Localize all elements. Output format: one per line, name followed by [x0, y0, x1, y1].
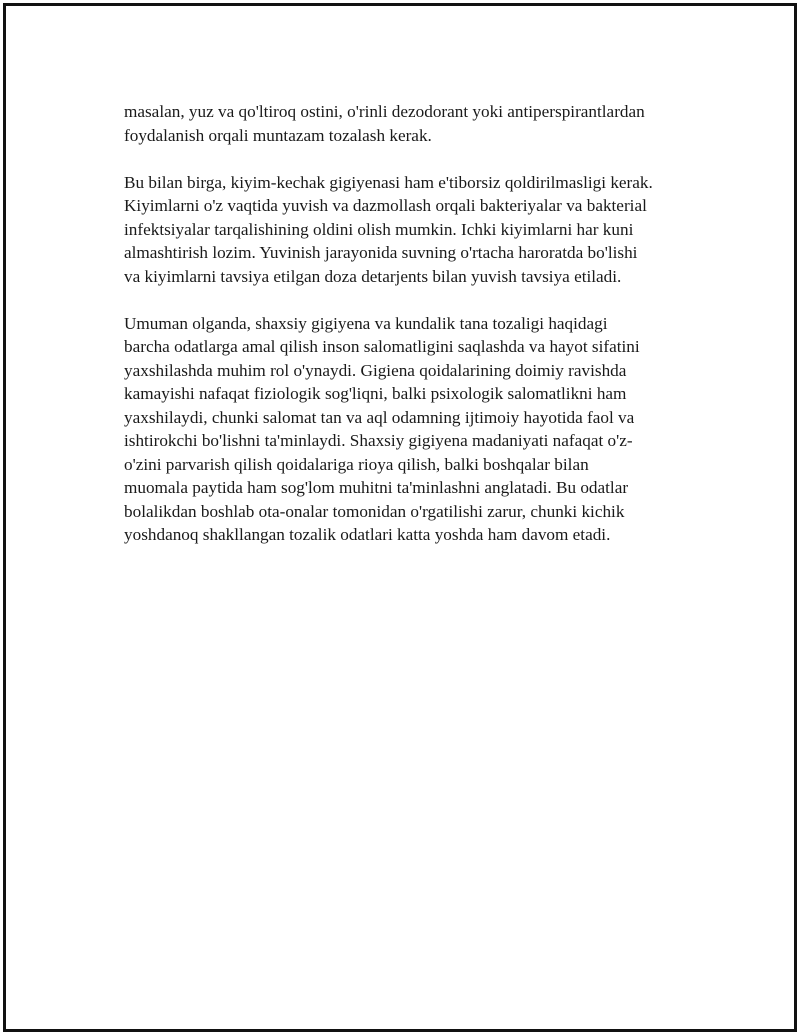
paragraph-3: Umuman olganda, shaxsiy gigiyena va kundalik tana tozaligi haqidagi barcha odatlarga amal qilish inson salomatligini saqlashda va hayot sifatini yaxshilashda muhim rol o'ynaydi. Gigiena qoidalarining doimiy ravishda kamayishi nafaqat fiziologik sog'liqni, balki psixologik salomatlikni ham yaxshilaydi, chunki salomat tan va aql odamning ijtimoiy hayotida faol va ishtirokchi bo'lishni ta'minlaydi. Shaxsiy gigiyena madaniyati nafaqat o'z- o'zini parvarish qilish qoidalariga rioya qilish, balki boshqalar bilan muomala paytida ham sog'lom muhitni ta'minlashni anglatadi. Bu odatlar bolalikdan boshlab ota-onalar tomonidan o'rgatilishi zarur, chunki kichik yoshdanoq shakllangan tozalik odatlari katta yoshda ham davom etadi.	[124, 313, 640, 544]
document-body	[124, 100, 698, 570]
paragraph-1: masalan, yuz va qo'ltiroq ostini, o'rinli dezodorant yoki antiperspirantlardan foydalanish orqali muntazam tozalash kerak.	[124, 102, 645, 145]
paragraph-2: Bu bilan birga, kiyim-kechak gigiyenasi ham e'tiborsiz qoldirilmasligi kerak. Kiyimlarni o'z vaqtida yuvish va dazmollash orqali bakteriyalar va bakterial infektsiyalar tarqalishining oldini olish mumkin. Ichki kiyimlarni har kuni almashtirish lozim. Yuvinish jarayonida suvning o'rtacha haroratda bo'lishi va kiyimlarni tavsiya etilgan doza detarjents bilan yuvish tavsiya etiladi.	[124, 172, 653, 286]
page-frame	[3, 3, 797, 1032]
